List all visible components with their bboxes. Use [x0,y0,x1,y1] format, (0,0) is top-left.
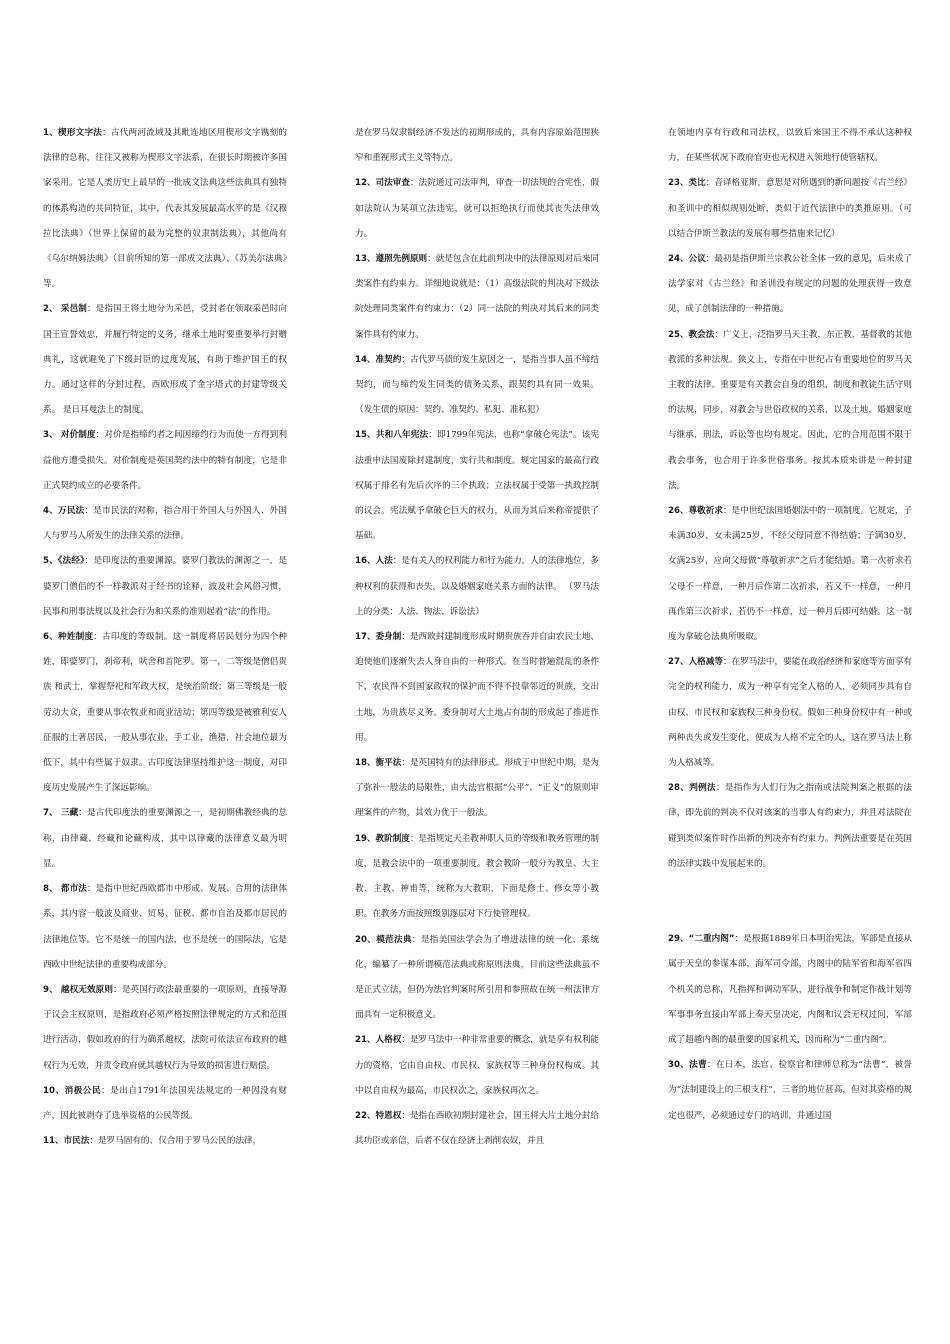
entry-text: ：是市民法的对称，指合用于外国人与外国人、外国人与罗马人所发生的法律关系的法律。 [43,506,287,542]
entry-text: ：是西欧封建制度形成时期贵族吞并自由农民土地、迫使他们逐渐失去人身自由的一种形式。在当时普遍混乱的条件下，农民得不到国家政权的保护而不得不投靠邻近的贵族，交出土地，为贵族尽义务。委身制对大土地占有制的形成起了推进作用。 [355,632,600,743]
entry-4 [43,499,287,549]
entry-22 [355,1104,599,1154]
entry-9 [43,978,287,1079]
entry-term: 22、特恩权 [355,1110,402,1121]
entry-29 [668,927,912,1053]
entry-term: 16、人法 [355,556,393,567]
entry-text: ：是根据1889年日本明治宪法，军部是直接从属于天皇的参谋本部，海军司令部，内阁中的陆军省和海军省四个机关的总称，凡指挥和调动军队，进行战争和制定作战计划等军事事务直接由军部上奏天皇决定，内阁和议会无权过问，军部成了超越内阁的最重要的国家机关，因而称为“二重内阁”。 [668,934,913,1045]
entry-text: ：是中世纪法国婚姻法中的一项制度。它规定，子未满30岁，女未满25岁，不经父母同意不得结婚；子满30岁，女满25岁，应向父母做“尊敬祈求”之后才能结婚。第一次祈求若父母不一样意，一种月后作第二次祈求，若又不一样意，一种月再作第三次祈求，若仍不一样意，过一种月后即可结婚。这一制度为拿破仑法典所吸取。 [668,506,913,643]
entry-text: ：是出自1791年法国宪法规定的一种因没有财产，因此被剥夺了选举资格的公民等级。 [43,1085,287,1121]
entry-term: 1、楔形文字法 [43,128,103,138]
entry-term: 28、判例法 [668,783,716,794]
entry-term: 17、委身制 [355,632,402,643]
text-column-3 [668,121,912,1129]
entry-text: ：是罗马固有的、仅合用于罗马公民的法律， [89,1136,262,1147]
entry-text: ：古印度的等级制。这一制度将居民划分为四个种姓，即婆罗门，刹帝利，吠舍和首陀罗。第一，二等级是僧侣贵族 和武士，掌握祭祀和军政大权，是统治阶级；第三等级是一般劳动大众，重要从事农牧业和商业活动；第四等级是被雅利安人征服的土著居民，一般从事农业，手工业，渔猎，社会地位最为低下，其中有些属于奴隶。古印度法律坚持维护这一制度，对印度历史发展产生了深远影响。 [43,632,287,794]
entry-term: 8、 都市法 [43,884,87,895]
entry-30 [668,1053,912,1129]
entry-text: ：是古代印度法的重要渊源之一，是初期佛教经典的总称，由律藏、经藏和论藏构成，其中以律藏的法律意义最为明显。 [43,808,287,869]
entry-25 [668,323,912,499]
entry-term: 14、准契约 [355,354,402,365]
entry-term: 15、共和八年宪法 [355,430,429,441]
entry-term: 21、人格权 [355,1035,402,1046]
entry-18 [355,751,599,827]
entry-text: ：是指作为人们行为之指南或法院判案之根据的法律，即先前的判决不仅对该案的当事人有约束力，并且对法院在碰到类似案件时作出新的判决亦有约束力。判例法重要是在英国的法律实践中发展起来的。 [668,783,912,869]
entry-text: ：是指规定天主教神职人员的等级和教务管理的制度，是教会法中的一项重要制度。教会教阶一般分为教皇、大主教、主教、神甫等，统称为大教职，下面是修士、修女等小教职。在教务方面按照级别逐层对下行使管理权。 [355,833,600,920]
entry-15 [355,423,599,549]
text-column-1 [43,121,287,1154]
entry-text: ：是有关人的权利能力和行为能力，人的法律地位，多种权利的获得和丧失，以及婚姻家庭关系方面的法律。 （罗马法上的分类：人法、物法、诉讼法） [355,556,600,617]
entry-3 [43,423,287,499]
entry-term: 10、消极公民 [43,1085,102,1096]
entry-8 [43,877,287,978]
entry-term: 13、遵照先例原则 [355,254,428,265]
entry-text: ：在日本，法官、检察官和律师总称为“法曹”，被誉为“法制建设上的三根支柱”，三者的地位甚高，但对其资格的规定也很严，必须通过专门的培训，并通过国 [668,1060,912,1121]
entry-28 [668,776,912,877]
entry-text: ：即1799年宪法，也称“拿破仑宪法”。该宪法重申法国废除封建制度，实行共和制度。规定国家的最高行政权属于排名有先后次序的三个执政；立法权属于受第一执政控制的议会。宪法赋予拿破仑巨大的权力，从而为其后来称帝提供了基础。 [355,430,599,542]
entry-16 [355,549,599,625]
entry-13 [355,247,599,348]
entry-5 [43,549,287,625]
entry-term: 20、模范法典 [355,934,412,945]
entry-term: 18、衡平法 [355,758,402,769]
entry-17 [355,625,599,751]
entry-term: 4、万民法 [43,506,85,517]
entry-text: ：是英国行政法最重要的一项原则，直接导源于议会主权原则，是指政府必须严格按照法律规定的方式和范围进行活动，假如政府的行为确系越权，法院可依法宣布政府的越权行为无效，并责令政府就其越权行为导致的损害进行赔偿。 [43,984,287,1071]
entry-text: ：法院通过司法审判，审查一切法规的合宪性，假如法院认为某项立法违宪，就可以拒绝执行而使其丧失法律效力。 [355,178,600,239]
entry-text: ：最初是指伊斯兰宗教公社全体一致的意见，后来成了法学家对《古兰经》和圣训没有规定的问题的处理获得一致意见，成了创制法律的一种措施。 [668,254,913,315]
entry-term: 27、人格减等 [668,657,723,668]
entry-text: ：是英国特有的法律形式。形成于中世纪中期，是为了弥补一般法的局限性，由大法官根据“公平”、“正义”的原则审理案件的产物，其效力优于一般法。 [355,758,600,819]
entry-6 [43,625,287,801]
section-spacer [668,877,912,927]
entry-term: 24、公议 [668,254,706,265]
entry-12 [355,171,599,247]
entry-term: 2、 采邑制 [43,304,87,315]
entry-text: ：是罗马法中一种非常重要的概念，就是享有权利能力的资格，它由自由权、市民权、家族权等三种身份权构成。其中以自由权为最高，市民权次之，家族权再次之。 [355,1035,600,1096]
entry-text: 在领地内享有行政和司法权，以致后来国王不得不承认这种权力，在某些状况下政府官吏也无权进入领地行使管辖权。 [668,128,912,164]
entry-text: ：广义上，泛指罗马天主教，东正教，基督教的其他教派的多种法规。狭义上，专指在中世纪占有重要地位的罗马天主教的法律。重要是有关教会自身的组织，制度和教徒生活守则的法规，同步，对教会与世俗政权的关系，以及土地，婚姻家庭与继承，刑法，诉讼等也均有规定。因此，它的合用范围不限于教会事务，也合用于许多世俗事务。按其本质来讲是一种封建法。 [668,329,913,491]
entry-term: 7、 三藏 [43,808,79,819]
entry-text: ：是指国王将土地分为采邑，受封者在领取采邑时向国王宣誓效忠，并履行特定的义务，继承土地时要重要举行封赠典礼，这就避免了下级封臣的过度发展，有助于维护国王的权力。通过这样的分封过程，西欧形成了金字塔式的封建等级关系。 是日耳曼法上的制度。 [43,304,287,416]
entry-14 [355,348,599,424]
entry-term: 9、 越权无效原则 [43,984,114,995]
entry-26 [668,499,912,650]
entry-text: ：在罗马法中，要能在政治经济和家庭等方面享有完全的权利能力，成为一种享有完全人格的人，必须同步具有自由权、市民权和家族权三种身份权。假如三种身份权中有一种或两种丧失或发生变化，便成为人格不完全的人，这在罗马法上称为人格减等。 [668,657,913,769]
entry-term: 12、司法审查 [355,178,410,189]
entry-text: ：是指在西欧初期封建社会，国王将大片土地分封给其功臣或亲信，后者不仅在经济上剥削农奴，并且 [355,1110,600,1147]
entry-term: 3、 对价制度 [43,430,96,441]
entry-text: ：是指中世纪西欧都市中形成、发展、合用的法律体系，其内容一般波及商业、贸易、征税、都市自治及都市居民的法律地位等。它不是统一的国内法，也不是统一的国际法，它是西欧中世纪法律的重要构成部分。 [43,884,287,970]
entry-text: ：古代罗马债的发生原因之一，是指当事人虽不缔结契约，而与缔约发生同类的债务关系，跟契约具有同一效果。 （发生债的原因：契约、准契约、私犯、准私犯） [355,354,600,416]
text-column-2 [355,121,599,1154]
entry-10 [43,1079,287,1129]
entry-term: 25、教会法 [668,329,715,340]
entry-term: 29、“二重内阁” [668,934,735,945]
entry-text: ：对价是指缔约者之间因缔约行为而使一方得到利益他方遭受损失。对价制度是英国契约法中的特有制度，它是非正式契约成立的必要条件。 [43,430,287,491]
entry-text: ：就是包含在此前判决中的法律原则对后来同类案件有约束力。详细地说就是：（1）高级法院的判决对下级法院处理同类案件有约束力；（2）同一法院的判决对其后来的同类案件具有约束力。 [355,254,600,340]
entry-text: 是在罗马奴隶制经济不发达的初期形成的，具有内容原始范围狭窄和重视形式主义等特点。 [355,128,599,164]
entry-27 [668,650,912,776]
entry-term: 5、《法经》 [43,556,85,567]
entry-1 [43,121,287,297]
entry-22-continued [668,121,912,171]
entry-19 [355,827,599,928]
entry-11 [43,1129,287,1154]
entry-23 [668,171,912,247]
entry-text: ：古代两河流域及其毗连地区用楔形文字镌刻的法律的总称，往往又被称为楔形文字法系，在很长时期被许多国家采用。它是人类历史上最早的一批成文法典这些法典具有独特的体系构造的共同特征，其中，代表其发展最高水平的是《汉穆拉比法典》（世界上保留的最为完整的奴隶制法典），其他尚有《乌尔纳姆法典》（目前所知的第一部成文法典）、《苏美尔法典》等。 [43,128,287,290]
entry-term: 23、类比 [668,178,706,189]
entry-24 [668,247,912,323]
entry-20 [355,928,599,1029]
entry-term: 26、尊敬祈求 [668,506,723,517]
entry-7 [43,801,287,877]
entry-term: 6、种姓制度 [43,632,94,643]
entry-text: ：是印度法的重要渊源。婆罗门教法的渊源之一，是婆罗门僧侣的不一样教派对于经书的诠释，波及社会风俗习惯，民事和刑事法规以及社会行为和关系的准则起着“法”的作用。 [43,556,287,617]
entry-term: 30、法曹 [668,1060,707,1071]
entry-2 [43,297,287,423]
entry-text: ：是指美国法学会为了增进法律的统一化、系统化，编纂了一种所谓模范法典或称原则法典，目前这些法典虽不是正式立法，但仍为法官判案时所引用和参照故在统一州法律方面具有一定积极意义。 [355,934,599,1021]
entry-term: 19、教阶制度 [355,833,410,844]
entry-21 [355,1028,599,1104]
entry-11-continued [355,121,599,171]
entry-text: ：音译格亚斯，意思是对所遇到的新问题按《古兰经》和圣训中的相似规则处断，类似于近代法律中的类推原则。（可以结合伊斯兰教法的发展有哪些措施来记忆） [668,178,913,239]
entry-term: 11、市民法 [43,1136,90,1147]
